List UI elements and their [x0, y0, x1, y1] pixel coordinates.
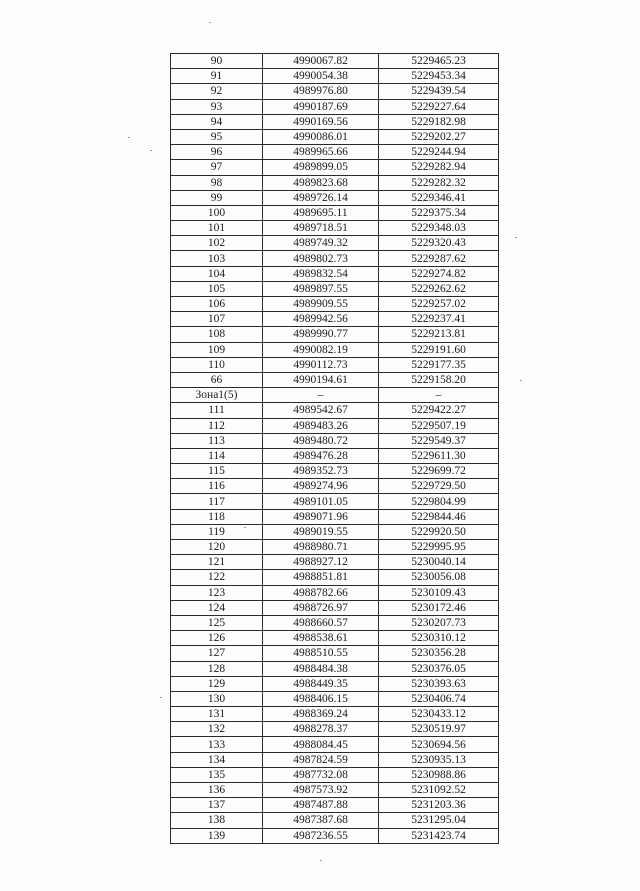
y-coordinate-cell: 5230694.56 — [379, 737, 499, 752]
x-coordinate-cell: 4989695.11 — [263, 205, 379, 220]
y-coordinate-cell: 5230172.46 — [379, 600, 499, 615]
point-number-cell: 138 — [171, 813, 263, 828]
x-coordinate-cell: 4989019.55 — [263, 524, 379, 539]
x-coordinate-cell: 4989542.67 — [263, 403, 379, 418]
table-row — [171, 509, 499, 524]
y-coordinate-cell: 5229237.41 — [379, 312, 499, 327]
y-coordinate-cell: 5229282.32 — [379, 175, 499, 190]
x-coordinate-cell: 4989802.73 — [263, 251, 379, 266]
point-number-cell: 104 — [171, 266, 263, 281]
x-coordinate-cell: 4988660.57 — [263, 615, 379, 630]
y-coordinate-cell: 5229213.81 — [379, 327, 499, 342]
table-row — [171, 570, 499, 585]
x-coordinate-cell: 4989352.73 — [263, 464, 379, 479]
point-number-cell: 98 — [171, 175, 263, 190]
y-coordinate-cell: 5230207.73 — [379, 615, 499, 630]
point-number-cell: 95 — [171, 129, 263, 144]
table-row — [171, 372, 499, 387]
point-number-cell: 93 — [171, 99, 263, 114]
y-coordinate-cell: 5229422.27 — [379, 403, 499, 418]
y-coordinate-cell: 5230988.86 — [379, 767, 499, 782]
x-coordinate-cell: 4989909.55 — [263, 297, 379, 312]
y-coordinate-cell: 5231203.36 — [379, 798, 499, 813]
point-number-cell: 107 — [171, 312, 263, 327]
y-coordinate-cell: 5230356.28 — [379, 646, 499, 661]
x-coordinate-cell: 4989965.66 — [263, 145, 379, 160]
zone-label-cell: Зона1(5) — [171, 388, 263, 403]
table-row — [171, 54, 499, 69]
x-coordinate-cell: 4989976.80 — [263, 84, 379, 99]
point-number-cell: 124 — [171, 600, 263, 615]
point-number-cell: 130 — [171, 691, 263, 706]
point-number-cell: 102 — [171, 236, 263, 251]
y-coordinate-cell: 5229202.27 — [379, 129, 499, 144]
y-coordinate-cell: 5229844.46 — [379, 509, 499, 524]
coordinates-table-body — [171, 54, 499, 844]
table-row — [171, 615, 499, 630]
x-coordinate-cell: 4987824.59 — [263, 752, 379, 767]
table-row — [171, 99, 499, 114]
y-coordinate-cell: 5230040.14 — [379, 555, 499, 570]
table-row — [171, 433, 499, 448]
x-coordinate-cell: 4988851.81 — [263, 570, 379, 585]
y-coordinate-cell: 5229804.99 — [379, 494, 499, 509]
y-coordinate-cell: 5229995.95 — [379, 540, 499, 555]
y-coordinate-cell: 5230433.12 — [379, 707, 499, 722]
y-coordinate-cell: 5231423.74 — [379, 828, 499, 843]
x-coordinate-cell: 4989726.14 — [263, 190, 379, 205]
y-coordinate-cell: 5229549.37 — [379, 433, 499, 448]
table-row — [171, 418, 499, 433]
x-coordinate-cell: 4989101.05 — [263, 494, 379, 509]
table-row — [171, 707, 499, 722]
x-coordinate-cell: 4988406.15 — [263, 691, 379, 706]
table-row — [171, 145, 499, 160]
scan-speck — [128, 137, 130, 138]
y-coordinate-cell: 5231295.04 — [379, 813, 499, 828]
point-number-cell: 97 — [171, 160, 263, 175]
table-row — [171, 783, 499, 798]
x-coordinate-cell: 4989942.56 — [263, 312, 379, 327]
x-coordinate-cell: 4988369.24 — [263, 707, 379, 722]
table-row — [171, 312, 499, 327]
table-row — [171, 722, 499, 737]
table-row — [171, 327, 499, 342]
point-number-cell: 120 — [171, 540, 263, 555]
table-row — [171, 448, 499, 463]
table-row — [171, 175, 499, 190]
point-number-cell: 94 — [171, 114, 263, 129]
x-coordinate-cell: 4989897.55 — [263, 281, 379, 296]
x-coordinate-cell: 4988278.37 — [263, 722, 379, 737]
point-number-cell: 99 — [171, 190, 263, 205]
y-coordinate-cell: 5229375.34 — [379, 205, 499, 220]
table-row — [171, 129, 499, 144]
point-number-cell: 112 — [171, 418, 263, 433]
x-coordinate-cell: 4987387.68 — [263, 813, 379, 828]
point-number-cell: 137 — [171, 798, 263, 813]
table-row — [171, 357, 499, 372]
table-row — [171, 691, 499, 706]
x-coordinate-cell: 4988782.66 — [263, 585, 379, 600]
table-row — [171, 646, 499, 661]
scan-speck — [320, 860, 322, 861]
table-row — [171, 190, 499, 205]
y-coordinate-cell: 5230310.12 — [379, 631, 499, 646]
table-row — [171, 251, 499, 266]
y-coordinate-cell: 5229158.20 — [379, 372, 499, 387]
table-row — [171, 555, 499, 570]
x-coordinate-cell: 4987732.08 — [263, 767, 379, 782]
y-coordinate-cell: 5229507.19 — [379, 418, 499, 433]
table-row — [171, 342, 499, 357]
point-number-cell: 113 — [171, 433, 263, 448]
table-row — [171, 403, 499, 418]
table-row — [171, 752, 499, 767]
point-number-cell: 131 — [171, 707, 263, 722]
y-coordinate-cell: 5229439.54 — [379, 84, 499, 99]
x-coordinate-cell: 4990086.01 — [263, 129, 379, 144]
point-number-cell: 103 — [171, 251, 263, 266]
point-number-cell: 108 — [171, 327, 263, 342]
y-coordinate-cell: 5229177.35 — [379, 357, 499, 372]
point-number-cell: 122 — [171, 570, 263, 585]
table-row — [171, 813, 499, 828]
point-number-cell: 119 — [171, 524, 263, 539]
x-coordinate-cell: 4988484.38 — [263, 661, 379, 676]
table-row — [171, 798, 499, 813]
table-row — [171, 828, 499, 843]
point-number-cell: 111 — [171, 403, 263, 418]
point-number-cell: 125 — [171, 615, 263, 630]
table-row — [171, 69, 499, 84]
point-number-cell: 116 — [171, 479, 263, 494]
x-coordinate-cell: 4987573.92 — [263, 783, 379, 798]
x-coordinate-cell: 4990067.82 — [263, 54, 379, 69]
x-coordinate-cell: 4990187.69 — [263, 99, 379, 114]
table-row — [171, 767, 499, 782]
point-number-cell: 121 — [171, 555, 263, 570]
table-row — [171, 661, 499, 676]
x-coordinate-cell: 4989480.72 — [263, 433, 379, 448]
x-coordinate-cell: 4988927.12 — [263, 555, 379, 570]
x-coordinate-cell: 4988084.45 — [263, 737, 379, 752]
point-number-cell: 106 — [171, 297, 263, 312]
coordinates-table — [170, 53, 499, 844]
y-coordinate-cell: 5229287.62 — [379, 251, 499, 266]
table-row — [171, 600, 499, 615]
y-coordinate-cell: 5229729.50 — [379, 479, 499, 494]
x-coordinate-cell: 4990194.61 — [263, 372, 379, 387]
y-coordinate-cell: 5230376.05 — [379, 661, 499, 676]
x-coordinate-cell: 4989483.26 — [263, 418, 379, 433]
x-coordinate-cell: 4989476.28 — [263, 448, 379, 463]
y-coordinate-cell: 5229244.94 — [379, 145, 499, 160]
x-coordinate-cell: 4988980.71 — [263, 540, 379, 555]
point-number-cell: 123 — [171, 585, 263, 600]
table-row — [171, 479, 499, 494]
x-coordinate-cell: 4990054.38 — [263, 69, 379, 84]
table-row — [171, 585, 499, 600]
point-number-cell: 90 — [171, 54, 263, 69]
point-number-cell: 105 — [171, 281, 263, 296]
y-coordinate-cell: 5229274.82 — [379, 266, 499, 281]
x-coordinate-cell: 4988726.97 — [263, 600, 379, 615]
x-coordinate-cell: 4989274.96 — [263, 479, 379, 494]
table-row — [171, 631, 499, 646]
point-number-cell: 129 — [171, 676, 263, 691]
point-number-cell: 126 — [171, 631, 263, 646]
table-row — [171, 205, 499, 220]
table-row — [171, 221, 499, 236]
x-coordinate-cell: 4988538.61 — [263, 631, 379, 646]
table-row — [171, 84, 499, 99]
x-coordinate-cell: 4987236.55 — [263, 828, 379, 843]
x-coordinate-cell: 4989899.05 — [263, 160, 379, 175]
point-number-cell: 66 — [171, 372, 263, 387]
point-number-cell: 139 — [171, 828, 263, 843]
point-number-cell: 92 — [171, 84, 263, 99]
scan-speck — [515, 237, 517, 238]
y-coordinate-cell: 5229282.94 — [379, 160, 499, 175]
x-coordinate-cell: 4989718.51 — [263, 221, 379, 236]
point-number-cell: 117 — [171, 494, 263, 509]
x-coordinate-cell: – — [263, 388, 379, 403]
y-coordinate-cell: 5231092.52 — [379, 783, 499, 798]
x-coordinate-cell: 4988449.35 — [263, 676, 379, 691]
y-coordinate-cell: 5229346.41 — [379, 190, 499, 205]
point-number-cell: 91 — [171, 69, 263, 84]
y-coordinate-cell: 5229611.30 — [379, 448, 499, 463]
x-coordinate-cell: 4989990.77 — [263, 327, 379, 342]
point-number-cell: 115 — [171, 464, 263, 479]
table-row — [171, 281, 499, 296]
x-coordinate-cell: 4988510.55 — [263, 646, 379, 661]
point-number-cell: 109 — [171, 342, 263, 357]
x-coordinate-cell: 4987487.88 — [263, 798, 379, 813]
table-row — [171, 524, 499, 539]
point-number-cell: 101 — [171, 221, 263, 236]
x-coordinate-cell: 4990112.73 — [263, 357, 379, 372]
y-coordinate-cell: 5229465.23 — [379, 54, 499, 69]
scan-speck — [150, 150, 152, 151]
y-coordinate-cell: 5229320.43 — [379, 236, 499, 251]
table-row — [171, 737, 499, 752]
point-number-cell: 128 — [171, 661, 263, 676]
y-coordinate-cell: 5229227.64 — [379, 99, 499, 114]
x-coordinate-cell: 4989823.68 — [263, 175, 379, 190]
y-coordinate-cell: 5229348.03 — [379, 221, 499, 236]
y-coordinate-cell: 5230109.43 — [379, 585, 499, 600]
y-coordinate-cell: 5229453.34 — [379, 69, 499, 84]
point-number-cell: 100 — [171, 205, 263, 220]
table-row — [171, 494, 499, 509]
table-row — [171, 160, 499, 175]
y-coordinate-cell: 5230519.97 — [379, 722, 499, 737]
y-coordinate-cell: 5229257.02 — [379, 297, 499, 312]
point-number-cell: 136 — [171, 783, 263, 798]
scan-speck — [520, 380, 522, 381]
point-number-cell: 132 — [171, 722, 263, 737]
x-coordinate-cell: 4990169.56 — [263, 114, 379, 129]
point-number-cell: 114 — [171, 448, 263, 463]
point-number-cell: 133 — [171, 737, 263, 752]
y-coordinate-cell: 5230056.08 — [379, 570, 499, 585]
y-coordinate-cell: 5230935.13 — [379, 752, 499, 767]
y-coordinate-cell: 5229262.62 — [379, 281, 499, 296]
table-row — [171, 676, 499, 691]
table-row — [171, 266, 499, 281]
y-coordinate-cell: – — [379, 388, 499, 403]
y-coordinate-cell: 5229699.72 — [379, 464, 499, 479]
table-row — [171, 540, 499, 555]
table-row — [171, 114, 499, 129]
x-coordinate-cell: 4990082.19 — [263, 342, 379, 357]
y-coordinate-cell: 5229191.60 — [379, 342, 499, 357]
point-number-cell: 127 — [171, 646, 263, 661]
x-coordinate-cell: 4989071.96 — [263, 509, 379, 524]
x-coordinate-cell: 4989749.32 — [263, 236, 379, 251]
point-number-cell: 96 — [171, 145, 263, 160]
point-number-cell: 134 — [171, 752, 263, 767]
table-row — [171, 464, 499, 479]
point-number-cell: 135 — [171, 767, 263, 782]
y-coordinate-cell: 5229920.50 — [379, 524, 499, 539]
zone-header-row — [171, 388, 499, 403]
x-coordinate-cell: 4989832.54 — [263, 266, 379, 281]
table-row — [171, 297, 499, 312]
y-coordinate-cell: 5230393.63 — [379, 676, 499, 691]
point-number-cell: 110 — [171, 357, 263, 372]
y-coordinate-cell: 5230406.74 — [379, 691, 499, 706]
y-coordinate-cell: 5229182.98 — [379, 114, 499, 129]
table-row — [171, 236, 499, 251]
scan-speck — [160, 697, 162, 698]
scan-speck — [209, 22, 211, 23]
point-number-cell: 118 — [171, 509, 263, 524]
